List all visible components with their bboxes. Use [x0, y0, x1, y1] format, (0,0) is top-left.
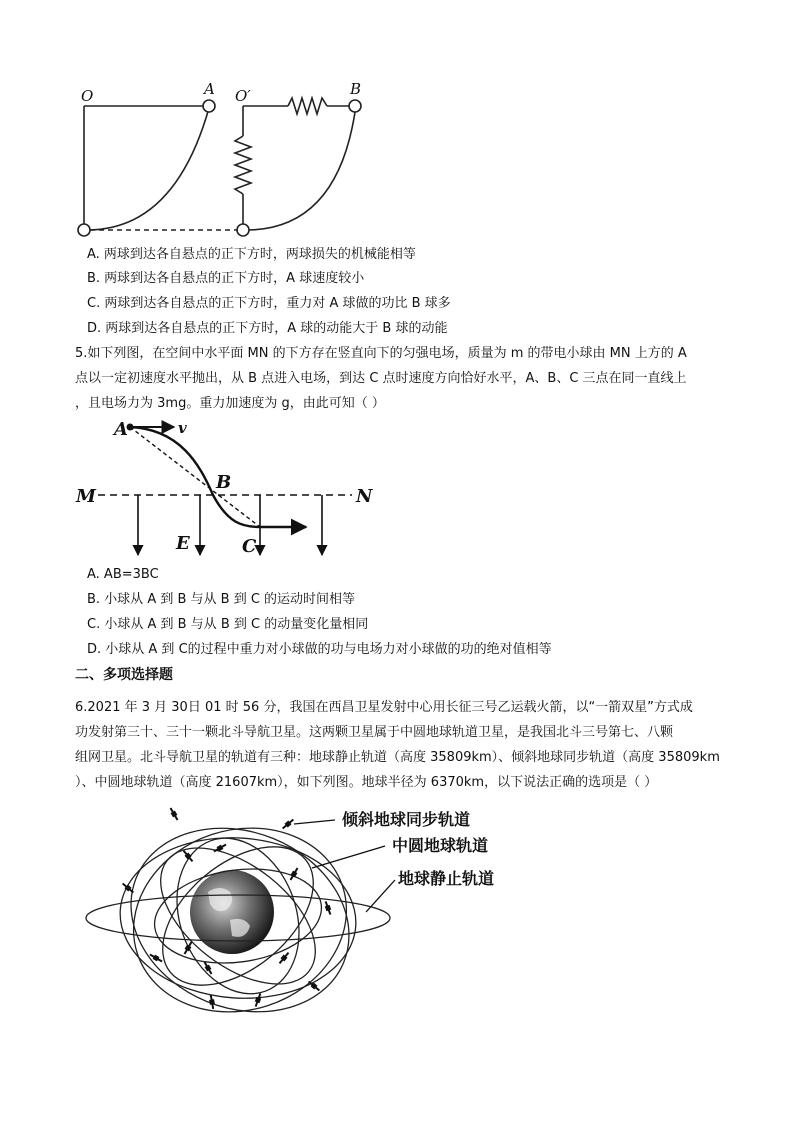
q5-option-d: D. 小球从 A 到 C的过程中重力对小球做的功与电场力对小球做的功的绝对值相等: [87, 642, 552, 657]
q4-option-c: C. 两球到达各自悬点的正下方时，重力对 A 球做的功比 B 球多: [87, 296, 451, 311]
q4-option-d: D. 两球到达各自悬点的正下方时，A 球的动能大于 B 球的动能: [87, 321, 448, 336]
q4-option-b: B. 两球到达各自悬点的正下方时，A 球速度较小: [87, 271, 365, 286]
label-geo: 地球静止轨道: [398, 869, 495, 888]
q6-stem-line-3: 组网卫星。北斗导航卫星的轨道有三种：地球静止轨道（高度 35809km）、倾斜地球同步轨道（高度 35809km: [75, 750, 720, 765]
q5-stem-line-2: 点以一定初速度水平抛出，从 B 点进入电场，到达 C 点时速度方向恰好水平，A、B、C 三点在同一直线上: [75, 371, 687, 386]
label-v: v: [178, 419, 187, 437]
label-o-prime: O′: [235, 87, 251, 105]
q5-stem-line-1: 5.如下列图，在空间中水平面 MN 的下方存在竖直向下的匀强电场，质量为 m 的带电小球由 MN 上方的 A: [75, 346, 687, 361]
q6-stem-line-4: ）、中圆地球轨道（高度 21607km），如下列图。地球半径为 6370km，以下说法正确的选项是（ ）: [75, 775, 658, 790]
label-a: A: [204, 80, 215, 98]
label-b: B: [216, 472, 232, 493]
q4-option-a: A. 两球到达各自悬点的正下方时，两球损失的机械能相等: [87, 247, 416, 262]
q5-stem-line-3: ，且电场力为 3mg。重力加速度为 g，由此可知（ ）: [75, 396, 385, 411]
q5-option-a: A. AB=3BC: [87, 567, 159, 582]
label-e: E: [176, 533, 190, 554]
q6-stem-line-1: 6.2021 年 3 月 30日 01 时 56 分，我国在西昌卫星发射中心用长征三号乙运载火箭，以“一箭双星”方式成: [75, 700, 693, 715]
label-c: C: [242, 536, 257, 557]
label-a: A: [114, 419, 128, 440]
section-heading: 二、多项选择题: [75, 667, 173, 683]
label-o: O: [81, 87, 94, 105]
pendulum-figure: [75, 80, 375, 240]
q5-option-b: B. 小球从 A 到 B 与从 B 到 C 的运动时间相等: [87, 592, 356, 607]
label-n: N: [356, 486, 373, 507]
projectile-field-figure: [70, 415, 390, 565]
label-igso: 倾斜地球同步轨道: [342, 810, 471, 829]
q5-option-c: C. 小球从 A 到 B 与从 B 到 C 的动量变化量相同: [87, 617, 369, 632]
orbit-figure: [80, 800, 520, 1030]
label-meo: 中圆地球轨道: [392, 836, 489, 855]
label-m: M: [76, 486, 96, 507]
q6-stem-line-2: 功发射第三十、三十一颗北斗导航卫星。这两颗卫星属于中圆地球轨道卫星，是我国北斗三号第七、八颗: [75, 725, 674, 740]
label-b: B: [350, 80, 362, 98]
